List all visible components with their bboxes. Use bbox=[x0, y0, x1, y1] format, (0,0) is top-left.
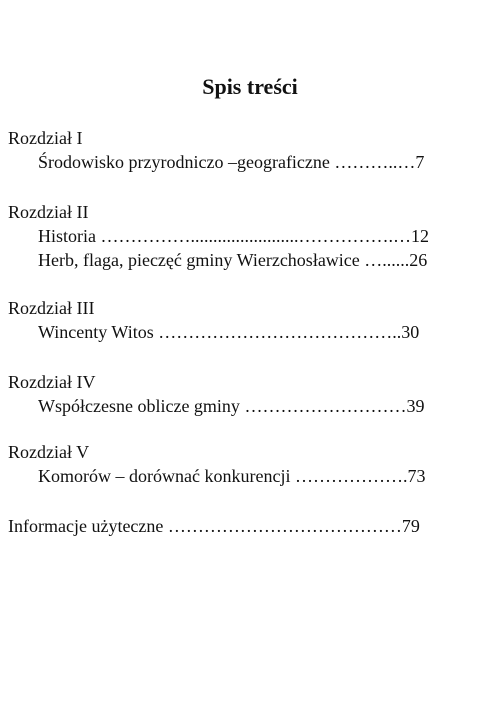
dot-leader: ……………........................…………….… bbox=[96, 226, 411, 246]
toc-entry[interactable] bbox=[38, 224, 429, 248]
entry-title: Współczesne oblicze gminy bbox=[38, 396, 240, 416]
entry-title: Wincenty Witos bbox=[38, 322, 154, 342]
toc-entry[interactable] bbox=[38, 320, 419, 344]
chapter-heading-2: Rozdział II bbox=[8, 202, 89, 222]
dot-leader: …...... bbox=[359, 250, 410, 270]
toc-entry[interactable] bbox=[38, 464, 425, 488]
entry-title: Komorów – dorównać konkurencji bbox=[38, 466, 291, 486]
page-number: 26 bbox=[409, 250, 428, 270]
dot-leader: ………..… bbox=[329, 152, 416, 172]
dot-leader: ………………………………….. bbox=[153, 322, 402, 342]
toc-entry-informacje[interactable] bbox=[8, 514, 420, 538]
chapter-heading-4: Rozdział IV bbox=[8, 372, 96, 392]
page-number: 12 bbox=[411, 226, 429, 246]
chapter-heading-5: Rozdział V bbox=[8, 442, 90, 462]
page-number: 73 bbox=[407, 466, 426, 486]
toc-title: Spis treści bbox=[202, 74, 298, 99]
entry-title: Informacje użyteczne bbox=[8, 516, 164, 536]
toc-entry[interactable] bbox=[38, 248, 427, 272]
entry-title: Historia bbox=[38, 226, 96, 246]
toc-entry[interactable] bbox=[38, 150, 424, 174]
chapter-heading-3: Rozdział III bbox=[8, 298, 95, 318]
chapter-heading-1: Rozdział I bbox=[8, 128, 83, 148]
page-number: 79 bbox=[401, 516, 420, 536]
entry-title: Herb, flaga, pieczęć gminy Wierzchosławice bbox=[38, 250, 360, 270]
page-number: 7 bbox=[415, 152, 425, 172]
page-number: 30 bbox=[401, 322, 420, 342]
dot-leader: ………………………………… bbox=[163, 516, 402, 536]
dot-leader: ………………. bbox=[290, 466, 408, 486]
entry-title: Środowisko przyrodniczo –geograficzne bbox=[38, 152, 330, 172]
page-number: 39 bbox=[406, 396, 425, 416]
dot-leader: ……………………… bbox=[239, 396, 407, 416]
toc-entry[interactable] bbox=[38, 394, 424, 418]
